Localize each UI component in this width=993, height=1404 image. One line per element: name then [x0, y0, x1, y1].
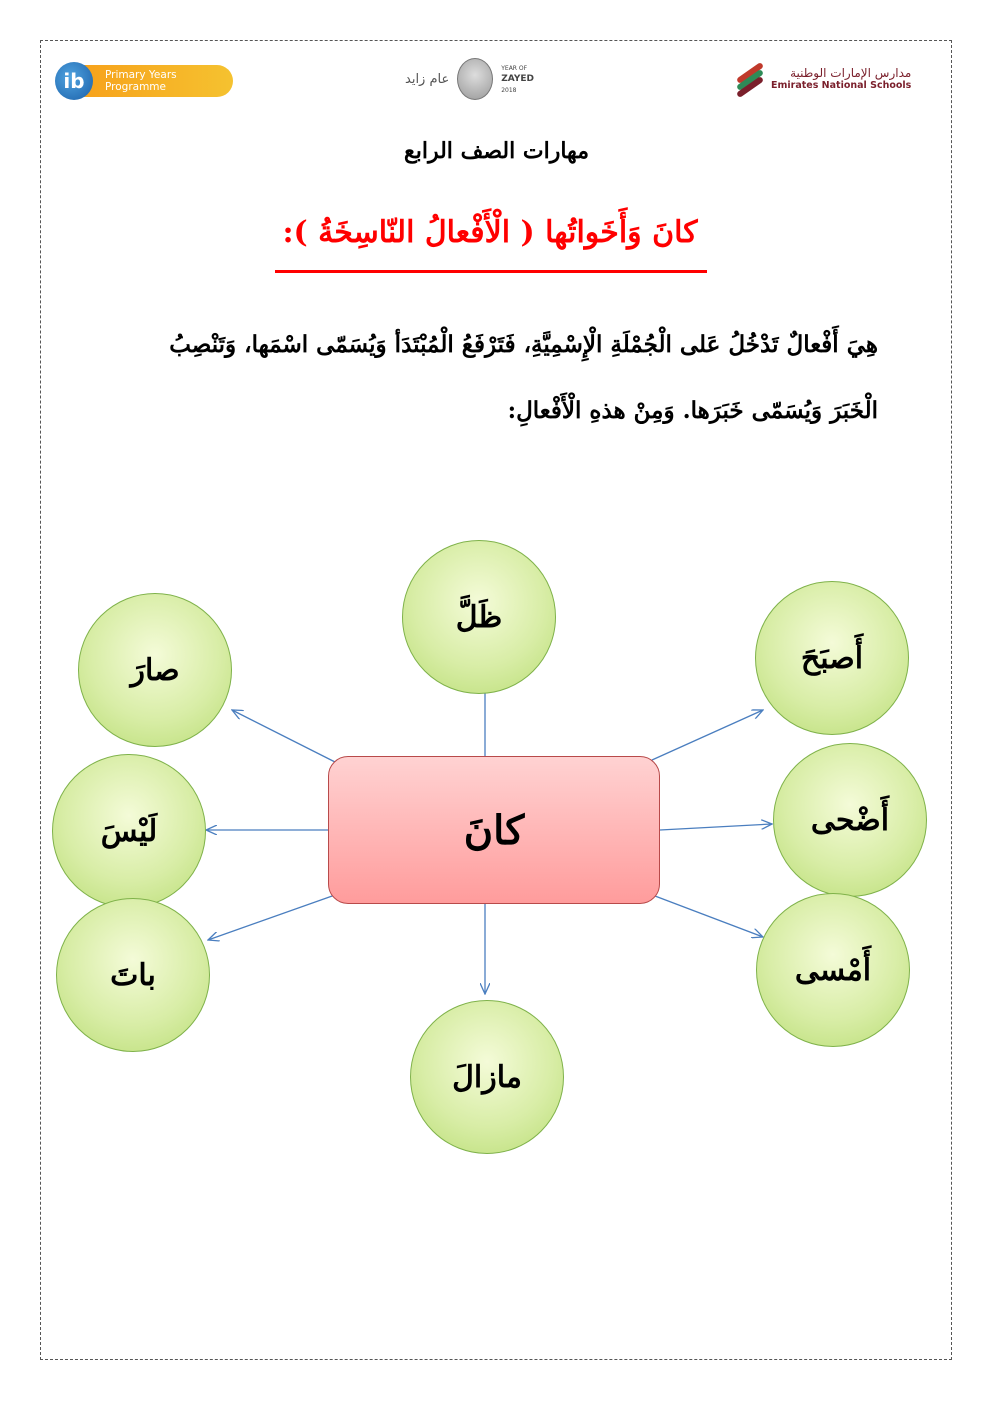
verb-node-asbaha: أَصبَحَ: [755, 581, 909, 735]
verb-node-baata: باتَ: [56, 898, 210, 1052]
arrow-to-amsa: [655, 896, 763, 937]
zayed-logo-year: 2018: [501, 86, 517, 94]
arrow-to-adha: [660, 824, 772, 830]
zayed-logo-english-top: YEAR OF: [501, 64, 528, 72]
arrow-to-saara: [232, 710, 335, 762]
lesson-title: كانَ وَأَخَواتُها ( الْأَفْعالُ النّاسِخَةُ ):: [282, 215, 698, 250]
arrow-to-asbaha: [652, 710, 763, 760]
ens-logo-arabic: مدارس الإمارات الوطنية: [790, 66, 912, 80]
verb-node-adha: أَضْحى: [773, 743, 927, 897]
ib-logo-line2: Programme: [105, 81, 166, 93]
ib-logo-line1: Primary Years: [105, 69, 177, 81]
verb-node-amsa: أَمْسى: [756, 893, 910, 1047]
verb-node-maazaala: مازالَ: [410, 1000, 564, 1154]
ens-logo-english: Emirates National Schools: [771, 80, 912, 91]
verb-node-saara: صارَ: [78, 593, 232, 747]
ib-logo-mark: ib: [55, 62, 93, 100]
center-verb-box: كانَ: [328, 756, 660, 904]
arrow-to-baata: [208, 895, 335, 940]
zayed-logo-english-main: ZAYED: [501, 73, 534, 84]
definition-paragraph: هِيَ أَفْعالٌ تَدْخُلُ عَلى الْجُمْلَةِ الْإِسْمِيَّةِ، فَتَرْفَعُ الْمُبْتَدَأ وَيُسَمّى اسْمَها، وَتَنْصِبُ الْخَبَرَ وَيُسَمّى خَبَرَها. وَمِنْ هذهِ الْأَفْعالِ:: [169, 331, 878, 424]
zayed-logo-arabic: عام زايد: [405, 71, 450, 87]
verb-node-zalla: ظَلَّ: [402, 540, 556, 694]
grade-title: مهارات الصف الرابع: [404, 138, 589, 164]
verb-node-laysa: لَيْسَ: [52, 754, 206, 908]
